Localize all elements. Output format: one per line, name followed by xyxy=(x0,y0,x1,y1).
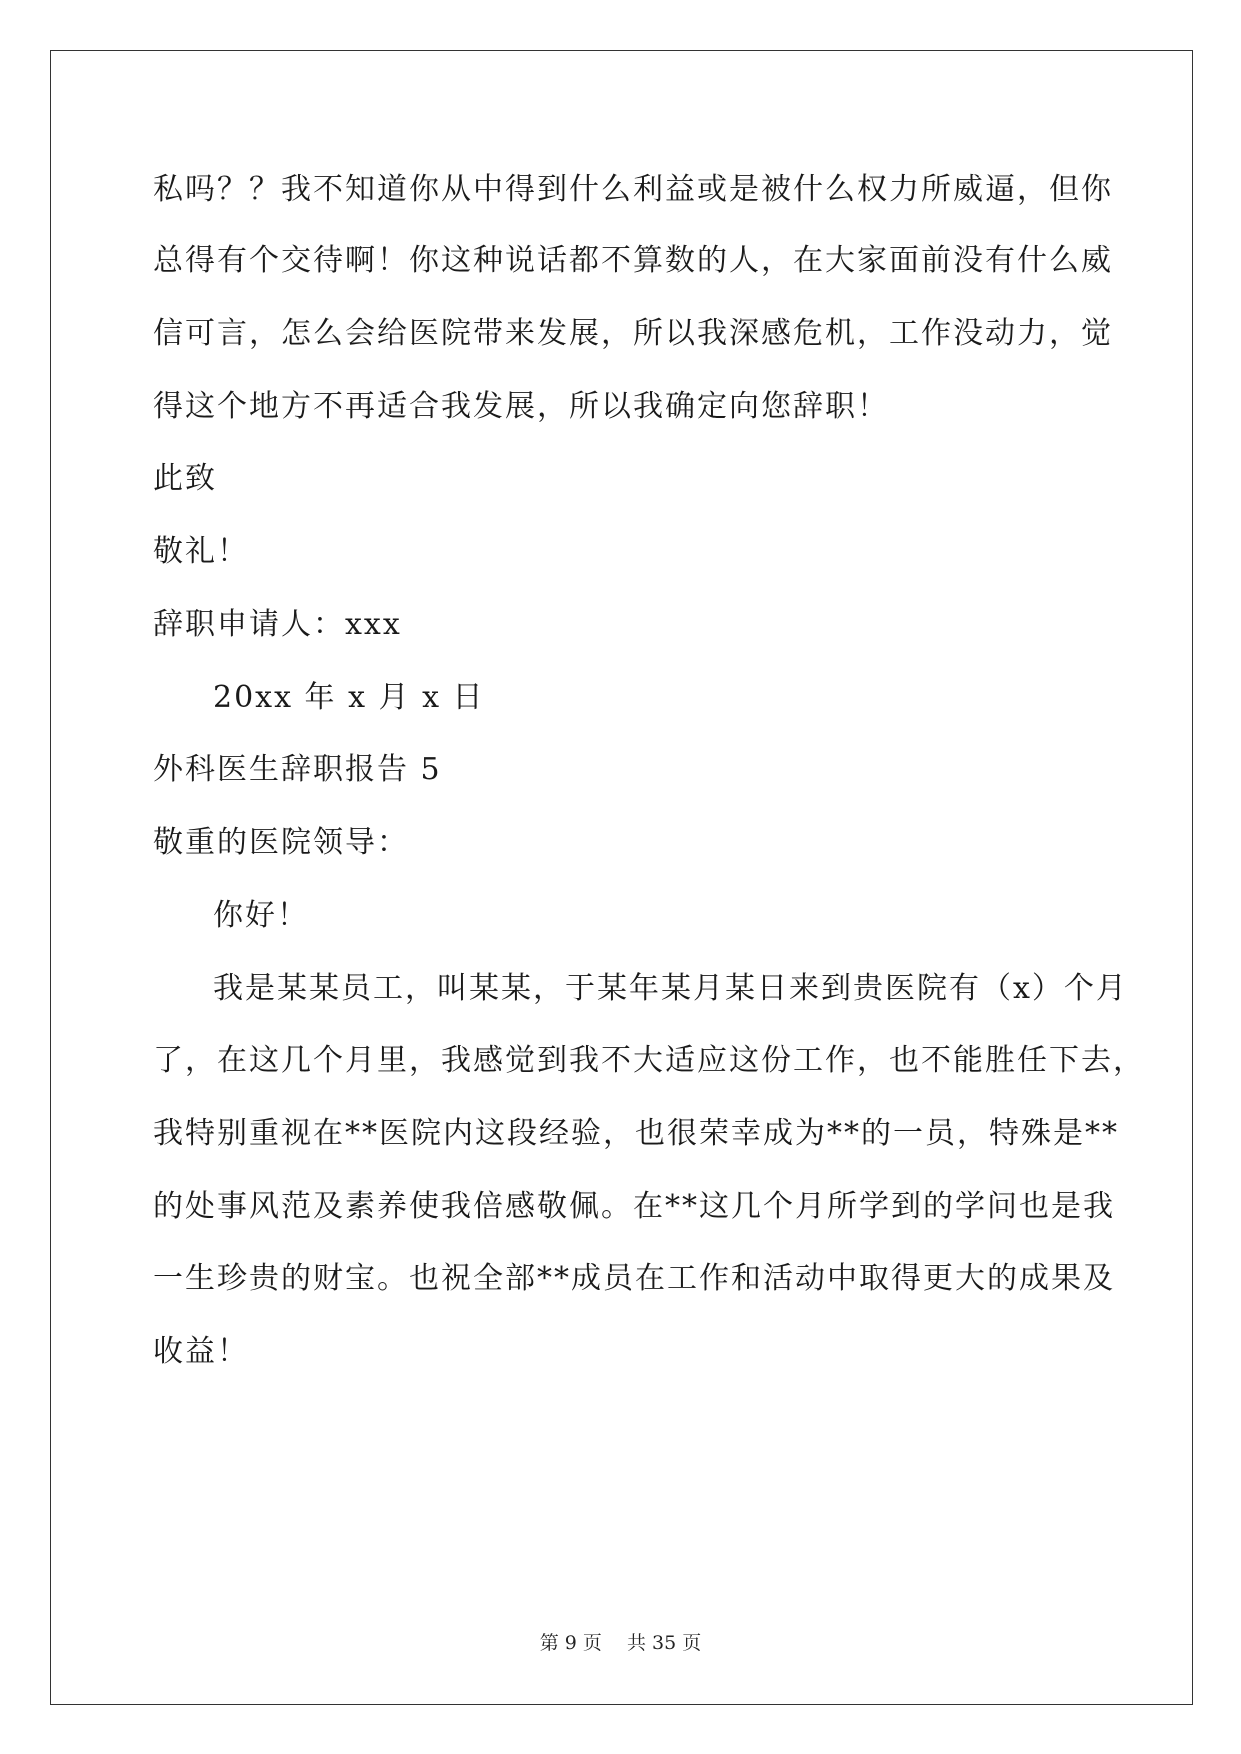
text-line: 总得有个交待啊！你这种说话都不算数的人，在大家面前没有什么威 xyxy=(153,243,1113,278)
section-title: 外科医生辞职报告 5 xyxy=(153,752,442,787)
page-number: 第 9 页 共 35 页 xyxy=(539,1632,702,1654)
text-line: 我是某某员工，叫某某，于某年某月某日来到贵医院有（x）个月 xyxy=(213,971,1128,1006)
text-line: 一生珍贵的财宝。也祝全部**成员在工作和活动中取得更大的成果及 xyxy=(153,1261,1115,1296)
closing-salutation: 此致 xyxy=(153,461,217,496)
signature-line: 辞职申请人：xxx xyxy=(153,607,402,642)
date-line: 20xx 年 x 月 x 日 xyxy=(213,680,485,715)
page-border xyxy=(50,50,1193,1705)
text-line: 的处事风范及素养使我倍感敬佩。在**这几个月所学到的学问也是我 xyxy=(153,1189,1115,1224)
letter-addressee: 敬重的医院领导： xyxy=(153,825,409,860)
greeting: 你好！ xyxy=(213,898,309,933)
closing-regards: 敬礼！ xyxy=(153,534,249,569)
text-line: 我特别重视在**医院内这段经验，也很荣幸成为**的一员，特殊是** xyxy=(153,1116,1119,1151)
text-line: 得这个地方不再适合我发展，所以我确定向您辞职！ xyxy=(153,389,889,424)
text-line: 信可言，怎么会给医院带来发展，所以我深感危机，工作没动力，觉 xyxy=(153,316,1113,351)
text-line: 收益！ xyxy=(153,1334,249,1369)
text-line: 私吗？？我不知道你从中得到什么利益或是被什么权力所威逼，但你 xyxy=(153,172,1113,207)
text-line: 了，在这几个月里，我感觉到我不大适应这份工作，也不能胜任下去， xyxy=(153,1043,1145,1078)
